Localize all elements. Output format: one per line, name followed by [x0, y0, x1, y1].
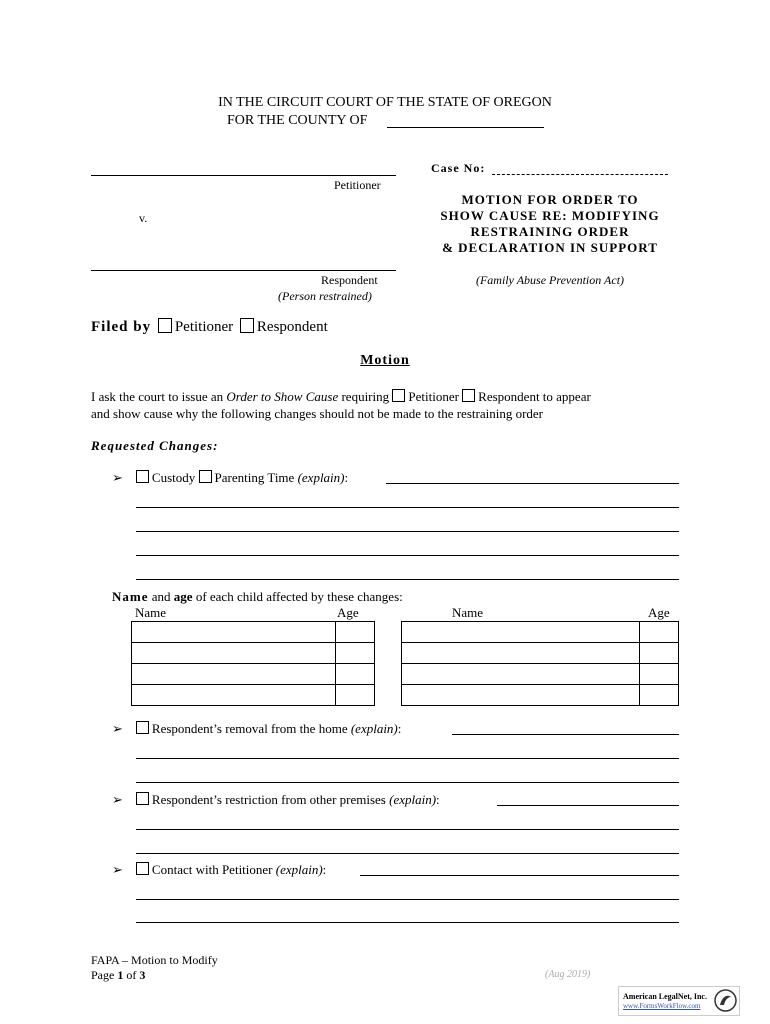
child-age-cell[interactable]: [336, 664, 375, 685]
child-age-cell[interactable]: [336, 685, 375, 706]
contact-label: Contact with Petitioner: [151, 862, 273, 877]
respondent-name-field[interactable]: [91, 270, 396, 271]
custody-explain-line-5[interactable]: [136, 579, 679, 580]
custody-explain-line-2[interactable]: [136, 507, 679, 508]
custody-explain-label: (explain): [297, 470, 345, 485]
custody-explain-line-4[interactable]: [136, 555, 679, 556]
children-table-left: [131, 621, 375, 706]
footer-revision: (Aug 2019): [545, 969, 591, 980]
require-respondent-checkbox[interactable]: [462, 389, 475, 402]
removal-explain-line-3[interactable]: [136, 782, 679, 783]
publisher-logo-icon: [714, 989, 737, 1012]
custody-explain-line-3[interactable]: [136, 531, 679, 532]
removal-label: Respondent’s removal from the home: [151, 721, 348, 736]
document-title: [420, 192, 680, 256]
title-line-1: MOTION FOR ORDER TO: [461, 192, 639, 207]
restriction-row: ➢ Respondent’s restriction from other premises (explain):: [112, 792, 440, 807]
footer-page-number: [91, 968, 145, 983]
require-respondent-label: Respondent to appear: [478, 389, 591, 404]
bullet-arrow-icon: ➢: [112, 792, 123, 807]
title-line-3: RESTRAINING ORDER: [470, 224, 630, 239]
respondent-label: Respondent: [321, 273, 378, 287]
petitioner-label: Petitioner: [334, 178, 381, 192]
removal-checkbox[interactable]: [136, 721, 149, 734]
parenting-time-label: Parenting Time: [214, 470, 295, 485]
child-age-cell[interactable]: [640, 622, 679, 643]
child-name-cell[interactable]: [402, 622, 640, 643]
restriction-explain-field[interactable]: [497, 805, 679, 806]
motion-text-line2: and show cause why the following changes should not be made to the restraining order: [91, 406, 543, 421]
col-age-left: Age: [337, 605, 359, 620]
restriction-label: Respondent’s restriction from other premises: [151, 792, 386, 807]
table-row: [402, 685, 679, 706]
filed-by-label: Filed by: [91, 319, 152, 335]
require-petitioner-label: Petitioner: [408, 389, 459, 404]
removal-explain-line-2[interactable]: [136, 758, 679, 759]
child-age-cell[interactable]: [640, 685, 679, 706]
table-row: [402, 622, 679, 643]
motion-heading: Motion: [360, 353, 410, 368]
filed-by-row: [91, 318, 328, 336]
contact-explain-label: (explain): [275, 862, 323, 877]
require-petitioner-checkbox[interactable]: [392, 389, 405, 402]
table-row: [132, 622, 375, 643]
petitioner-name-field[interactable]: [91, 175, 396, 176]
table-row: [402, 643, 679, 664]
act-name: (Family Abuse Prevention Act): [475, 273, 625, 287]
requested-changes-heading: Requested Changes:: [91, 438, 219, 453]
county-label: [227, 113, 367, 129]
court-name: IN THE CIRCUIT COURT OF THE STATE OF OREGON: [218, 95, 552, 110]
page-of: of: [123, 968, 140, 982]
page-current: 1: [117, 968, 124, 982]
child-name-cell[interactable]: [132, 643, 336, 664]
child-name-cell[interactable]: [132, 664, 336, 685]
contact-explain-line-3[interactable]: [136, 922, 679, 923]
children-intro-age: age: [173, 589, 193, 604]
county-prefix: FOR THE COUNTY OF: [227, 113, 368, 128]
child-name-cell[interactable]: [402, 643, 640, 664]
custody-explain-field[interactable]: [386, 483, 679, 484]
bullet-arrow-icon: ➢: [112, 470, 123, 485]
motion-text-a: I ask the court to issue an: [91, 389, 227, 404]
filed-by-petitioner-label: Petitioner: [174, 319, 234, 335]
removal-explain-label: (explain): [350, 721, 398, 736]
publisher-name: American LegalNet, Inc.: [623, 992, 707, 1001]
bullet-arrow-icon: ➢: [112, 862, 123, 877]
children-intro: [112, 589, 403, 605]
children-intro-and: and: [148, 589, 174, 604]
publisher-url[interactable]: www.FormsWorkFlow.com: [623, 1002, 701, 1010]
removal-explain-field[interactable]: [452, 734, 679, 735]
restriction-checkbox[interactable]: [136, 792, 149, 805]
restriction-explain-line-3[interactable]: [136, 853, 679, 854]
child-name-cell[interactable]: [402, 664, 640, 685]
motion-text-c: requiring: [338, 389, 393, 404]
child-name-cell[interactable]: [132, 685, 336, 706]
children-table-right: [401, 621, 679, 706]
versus-label: v.: [139, 211, 148, 225]
table-row: [132, 685, 375, 706]
table-row: [402, 664, 679, 685]
footer-form-name: FAPA – Motion to Modify: [91, 953, 218, 967]
motion-text-line1: [91, 389, 591, 405]
filed-by-respondent-label: Respondent: [256, 319, 328, 335]
child-age-cell[interactable]: [640, 643, 679, 664]
restriction-explain-label: (explain): [389, 792, 437, 807]
bullet-arrow-icon: ➢: [112, 721, 123, 736]
county-field[interactable]: [387, 127, 544, 128]
col-name-left: Name: [135, 605, 167, 620]
parenting-time-checkbox[interactable]: [199, 470, 212, 483]
child-age-cell[interactable]: [336, 643, 375, 664]
filed-by-respondent-checkbox[interactable]: [240, 318, 254, 333]
restriction-explain-line-2[interactable]: [136, 829, 679, 830]
child-age-cell[interactable]: [336, 622, 375, 643]
case-no-field[interactable]: [492, 174, 668, 175]
filed-by-petitioner-checkbox[interactable]: [158, 318, 172, 333]
contact-checkbox[interactable]: [136, 862, 149, 875]
page-prefix: Page: [91, 968, 118, 982]
removal-row: ➢ Respondent’s removal from the home (explain):: [112, 721, 402, 736]
order-to-show-cause: Order to Show Cause: [226, 389, 339, 404]
table-row: [132, 643, 375, 664]
case-no-label: Case No:: [431, 161, 486, 175]
child-name-cell[interactable]: [132, 622, 336, 643]
col-name-right: Name: [452, 605, 484, 620]
custody-checkbox[interactable]: [136, 470, 149, 483]
custody-label: Custody: [151, 470, 196, 485]
title-line-4: & DECLARATION IN SUPPORT: [442, 240, 658, 255]
col-age-right: Age: [648, 605, 670, 620]
children-intro-rest: of each child affected by these changes:: [192, 589, 403, 604]
publisher-stamp: [618, 986, 740, 1016]
respondent-note: (Person restrained): [278, 289, 372, 303]
children-intro-name: Name: [112, 589, 149, 604]
table-row: [132, 664, 375, 685]
page-total: 3: [139, 968, 146, 982]
contact-explain-line-2[interactable]: [136, 899, 679, 900]
contact-explain-field[interactable]: [360, 875, 679, 876]
child-name-cell[interactable]: [402, 685, 640, 706]
title-line-2: SHOW CAUSE RE: MODIFYING: [440, 208, 660, 223]
contact-row: ➢ Contact with Petitioner (explain):: [112, 862, 327, 877]
custody-row: ➢ Custody Parenting Time (explain):: [112, 470, 349, 485]
child-age-cell[interactable]: [640, 664, 679, 685]
